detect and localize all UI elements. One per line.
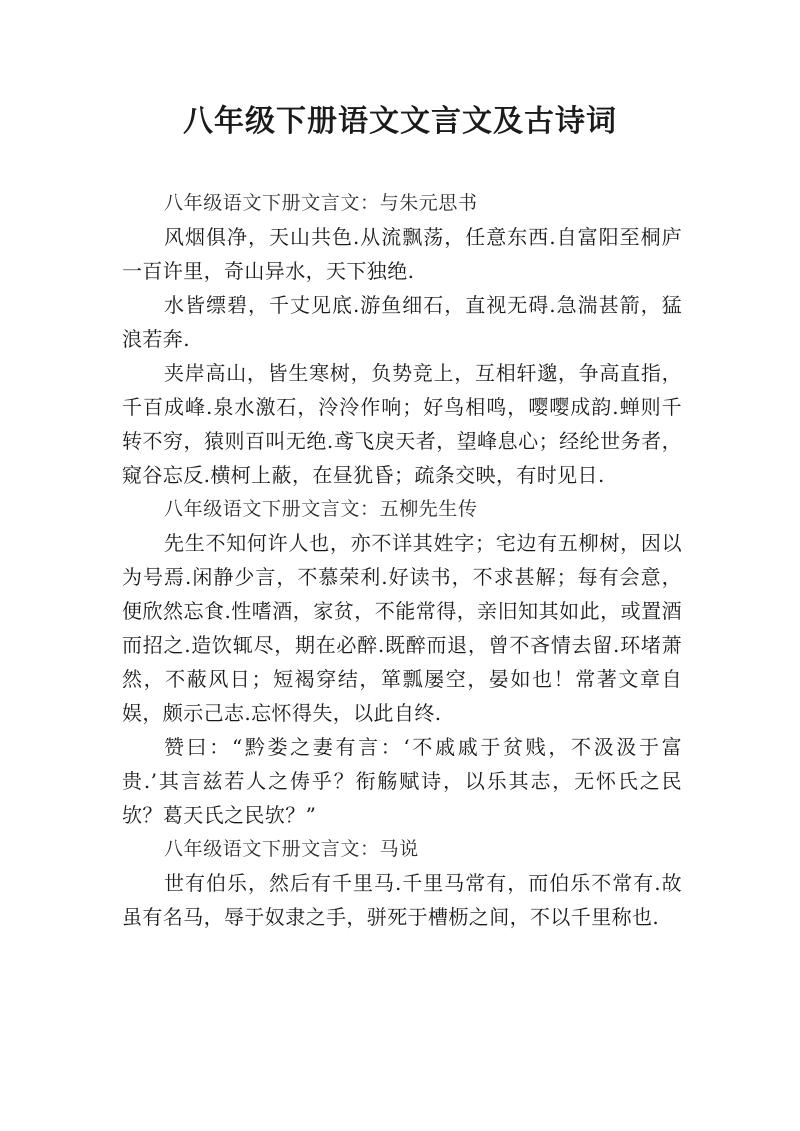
paragraph: 水皆缥碧，千丈见底.游鱼细石，直视无碍.急湍甚箭，猛浪若奔. [122, 293, 682, 351]
paragraph: 风烟俱净，天山共色.从流飘荡，任意东西.自富阳至桐庐一百许里，奇山异水，天下独绝. [122, 225, 682, 283]
paragraph: 夹岸高山，皆生寒树，负势竞上，互相轩邈，争高直指，千百成峰.泉水激石，泠泠作响；好鸟相鸣，嘤嘤成韵.蝉则千转不穷，猿则百叫无绝.鸢飞戾天者，望峰息心；经纶世务者，窥谷忘反.横柯上蔽，在昼犹昏；疏条交映，有时见日. [122, 361, 682, 487]
paragraph: 先生不知何许人也，亦不详其姓字；宅边有五柳树，因以为号焉.闲静少言，不慕荣利.好读书，不求甚解；每有会意，便欣然忘食.性嗜酒，家贫，不能常得，亲旧知其如此，或置酒而招之.造饮辄尽，期在必醉.既醉而退，曾不吝情去留.环堵萧然，不蔽风日；短褐穿结，箪瓢屡空，晏如也！常著文章自娱，颇示己志.忘怀得失，以此自终. [122, 531, 682, 725]
paragraph: 世有伯乐，然后有千里马.千里马常有，而伯乐不常有.故虽有名马，辱于奴隶之手，骈死于槽枥之间，不以千里称也. [122, 871, 682, 929]
section-heading-yu-zhu-yuansi-shu: 八年级语文下册文言文：与朱元思书 [164, 192, 478, 214]
section-heading-ma-shuo: 八年级语文下册文言文：马说 [164, 838, 419, 860]
document-title: 八年级下册语文文言文及古诗词 [183, 104, 617, 139]
document-body [122, 186, 682, 934]
section-heading-wuliu-xiansheng-zhuan: 八年级语文下册文言文：五柳先生传 [164, 498, 478, 520]
paragraph: 赞曰：“黔娄之妻有言：‘不戚戚于贫贱，不汲汲于富贵.’其言兹若人之俦乎？衔觞赋诗，以乐其志，无怀氏之民欤？葛天氏之民欤？” [122, 735, 682, 827]
